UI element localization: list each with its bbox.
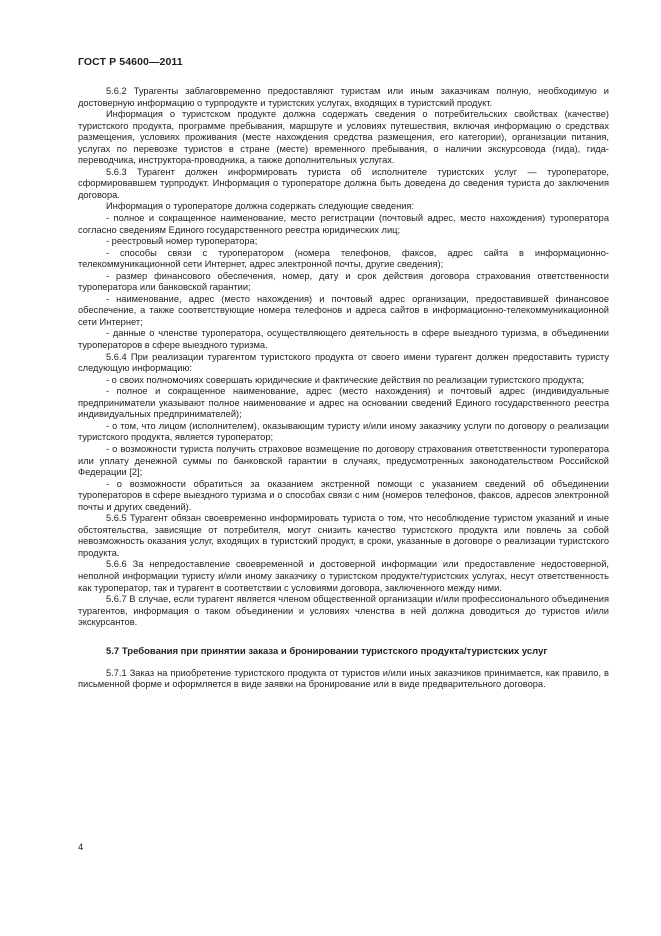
list-item: - о возможности обратиться за оказанием экстренной помощи с указанием сведений об объединении туроператоров в сфере выездного туризма и о способах связи с ним (номеров телефонов, факсов, адресов электронной почты и других сведений). [78, 478, 609, 512]
list-item: - полное и сокращенное наименование, место регистрации (почтовый адрес, место нахождения) туроператора согласно сведениям Единого государственного реестра юридических лиц; [78, 213, 609, 235]
list-item: - о своих полномочиях совершать юридические и фактические действия по реализации туристского продукта; [106, 374, 585, 385]
list-item: - полное и сокращенное наименование, адрес (место нахождения) и почтовый адрес (индивидуальные предприниматели указывают полное наименование и адрес на основании сведений Единого государственного реестра индивидуальных предпринимателей); [78, 386, 609, 420]
list-item: - о возможности туриста получить страховое возмещение по договору страхования ответственности туроператора или уплату денежной суммы по банковской гарантии в случаях, предусмотренных законодательством Российской Федерации [2]; [78, 443, 609, 478]
paragraph: 5.7.1 Заказ на приобретение туристского продукта от туристов и/или иных заказчиков принимается, как правило, в письменной форме и оформляется в виде заявки на бронирование или в виде предварительного договора. [78, 667, 609, 690]
list-item: - данные о членстве туроператора, осуществляющего деятельность в сфере выездного туризма, в объединении туроператоров в сфере выездного туризма. [78, 328, 609, 351]
paragraph: Информация о туроператоре должна содержать следующие сведения: [106, 201, 415, 212]
document-body [78, 86, 609, 691]
paragraph: 5.6.4 При реализации турагентом туристского продукта от своего имени турагент должен предоставить туристу следующую информацию: [78, 351, 609, 374]
list-item: - о том, что лицом (исполнителем), оказывающим туристу и/или иному заказчику услуги по договору о реализации туристского продукта, является туроператор; [78, 420, 609, 443]
list-item: - способы связи с туроператором (номера телефонов, факсов, адрес сайта в информационно-телекоммуникационной сети Интернет, адрес электронной почты, другие сведения); [78, 247, 609, 270]
paragraph: 5.6.3 Турагент должен информировать туриста об исполнителе туристских услуг — туроператоре, сформировавшем турпродукт. Информация о туроператоре должна быть доведена до сведения туриста до заключения договора. [78, 166, 609, 200]
paragraph: Информация о туристском продукте должна содержать сведения о потребительских свойствах (качестве) туристского продукта, программе пребывания, маршруте и условиях путешествия, включая информацию о средствах размещения, условиях проживания (месте нахождения средства размещения, его категории), организации питания, услугах по перевозке туристов в стране (месте) временного пребывания, о наличии экскурсовода (гида), гида-переводчика, инструктора-проводника, а также дополнительных услугах. [78, 109, 609, 166]
section-heading: 5.7 Требования при принятии заказа и бронировании туристского продукта/туристских услуг [106, 645, 548, 657]
paragraph: 5.6.2 Турагенты заблаговременно предоставляют туристам или иным заказчикам полную, необходимую и достоверную информацию о турпродукте и туристских услугах, входящих в туристский продукт. [78, 86, 609, 108]
document-code-header: ГОСТ Р 54600—2011 [78, 56, 183, 68]
paragraph: 5.6.5 Турагент обязан своевременно информировать туриста о том, что несоблюдение туристом указаний и иные обстоятельства, зависящие от потребителя, могут снизить качество туристского продукта или повлечь за собой невозможность оказания услуг, входящих в туристский продукт, в сроки, указанные в договоре о реализации туристского продукта. [78, 513, 609, 558]
page-number: 4 [78, 842, 84, 853]
paragraph: 5.6.6 За непредоставление своевременной и достоверной информации или предоставление недостоверной, неполной информации туристу и/или иному заказчику о туристском продукте/туристских услугах, несут ответственность как туроператор, так и турагент в соответствии с условиями договора, заключенного между ними. [78, 559, 609, 593]
paragraph: 5.6.7 В случае, если турагент является членом общественной организации и/или профессионального объединения турагентов, информация о таком объединении и условиях членства в ней должна доводиться до туристов и/или экскурсантов. [78, 594, 609, 628]
list-item: - размер финансового обеспечения, номер, дату и срок действия договора страхования ответственности туроператора или банковской гарантии; [78, 270, 609, 293]
list-item: - наименование, адрес (место нахождения) и почтовый адрес организации, предоставившей финансовое обеспечение, а также соответствующие номера телефонов и адреса сайтов в информационно-телекоммуникационной сети Интернет; [78, 293, 609, 327]
list-item: - реестровый номер туроператора; [106, 236, 258, 247]
